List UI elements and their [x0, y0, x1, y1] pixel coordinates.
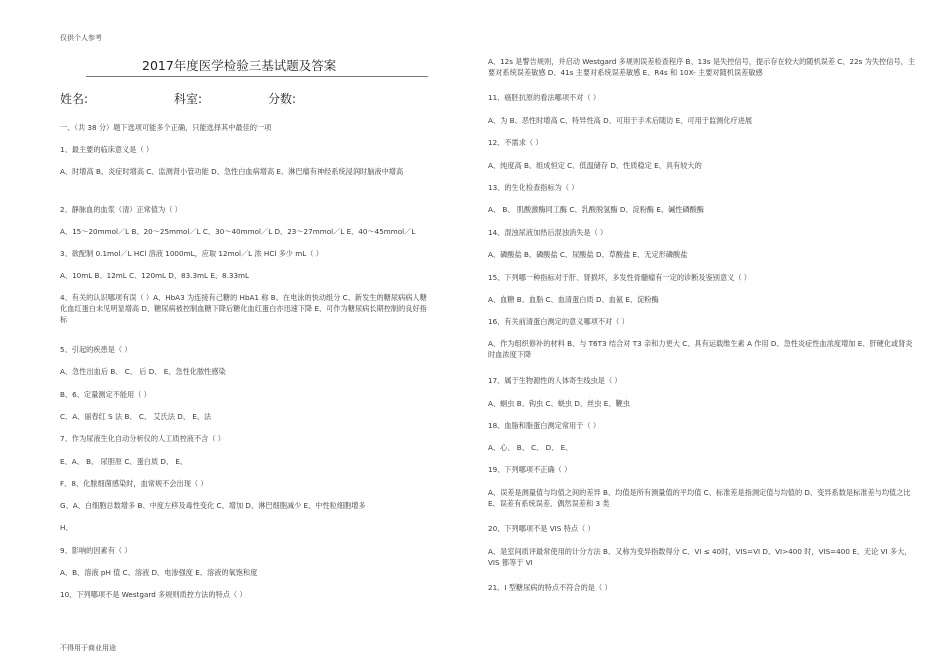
question-3: 3、欲配制 0.1mol／L HCl 溶液 1000mL，应取 12mol／L 浓 HCl 多少 mL（ ）	[60, 249, 323, 258]
options-3: A、10mL B、12mL C、120mL D、83.3mL E、8.33mL	[60, 271, 250, 280]
options-16: A、作为组织修补的材料 B、与 T6T3 结合对 T3 亲和力更大 C、具有运载维生素 A 作用 D、急性炎症性血浓度增加 E、肝硬化或肾炎时血浓度下降	[488, 339, 913, 359]
question-17: 17、属于生物源性的人体寄生线虫是（ ）	[488, 376, 622, 385]
options-11: A、为 B、恶性时增高 C、特异性高 D、可用于手术后随访 E、可用于监测化疗进展	[488, 116, 753, 125]
question-6: B、6、定量测定不能用（ ）	[60, 390, 151, 399]
options-20: A、是室间质评最常使用的计分方法 B、又称为变异指数得分 C、VI ≤ 40时，VIS=VI D、VI>400 时，VIS=400 E、无论 VI 多大，VIS 都等于 VI	[488, 547, 912, 567]
question-14: 14、混浊尿液加热后混浊消失是（ ）	[488, 228, 608, 237]
footer-note: 不得用于商业用途	[60, 644, 116, 652]
question-2: 2、静脉血的血浆（清）正常值为（ ）	[60, 205, 182, 214]
question-18: 18、血脂和脂蛋白测定常用于（ ）	[488, 421, 601, 430]
question-16: 16、有关前清蛋白测定的意义哪项不对（ ）	[488, 317, 629, 326]
question-12: 12、不需求（ ）	[488, 138, 543, 147]
question-20: 20、下列哪项不是 VIS 特点（ ）	[488, 524, 595, 533]
question-19: 19、下列哪项不正确（ ）	[488, 465, 572, 474]
options-12: A、纯度高 B、组成恒定 C、低温储存 D、性质稳定 E、具有较大的	[488, 161, 702, 170]
question-5: 5、引起的疾患是（ ）	[60, 345, 132, 354]
options-19: A、误差是测量值与均值之间的差异 B、均值是所有测量值的平均值 C、标准差是指测定值与均值的 D、变异系数是标准差与均值之比 E、误差有系统误差、偶然误差和 3 类	[488, 488, 911, 508]
dept-field-label: 科室:	[174, 92, 203, 106]
options-7: E、A、 B、 尿胆原 C、蛋白质 D、 E、	[60, 457, 188, 466]
page-title: 2017年度医学检验三基试题及答案	[142, 58, 337, 73]
question-1: 1、最主要的临床意义是（ ）	[60, 145, 154, 154]
title-divider	[86, 76, 428, 77]
options-6: C、A、丽春红 S 法 B、 C、 艾氏法 D、 E、法	[60, 412, 212, 421]
question-10: 10、下列哪项不是 Westgard 多规则质控方法的特点（ ）	[60, 590, 247, 599]
question-9: 9、影响的因素有（ ）	[60, 546, 132, 555]
options-2: A、15～20mmol／L B、20～25mmol／L C、30～40mmol／L D、23～27mmol／L E、40～45mmol／L	[60, 227, 416, 236]
options-17: A、蛔虫 B、钩虫 C、蛲虫 D、丝虫 E、鞭虫	[488, 399, 630, 408]
question-15: 15、下列哪一种指标对于肝、肾损坏，多发性骨髓瘤有一定的诊断及鉴别意义（ ）	[488, 273, 751, 282]
options-5: A、急性出血后 B、 C、 后 D、 E、急性化脓性感染	[60, 367, 226, 376]
options-10: A、12s 是警告规则，并启动 Westgard 多规则误差检查程序 B、13s 是失控信号，提示存在较大的随机误差 C、22s 为失控信号，主要对系统误差敏感 D、41s 主要对系统误差敏感 E、R4s 和 10X- 主要对随机误差敏感	[488, 57, 916, 77]
options-18: A、心、 B、 C、 D、 E、	[488, 443, 573, 452]
options-8-tail: H、	[60, 523, 73, 532]
question-21: 21、I 型糖尿病的特点不符合的是（ ）	[488, 583, 612, 592]
options-14: A、磷酸盐 B、磷酸盐 C、尿酸盐 D、草酸盐 E、无定形磷酸盐	[488, 250, 688, 259]
question-13: 13、的生化检查指标为（ ）	[488, 183, 579, 192]
options-13: A、 B、 肌酸激酶同工酶 C、乳酸脱氢酶 D、淀粉酶 E、碱性磷酸酶	[488, 205, 705, 214]
options-1: A、时增高 B、炎症时增高 C、监测肾小管功能 D、急性白血病增高 E、淋巴瘤有神经系统浸润时脑液中增高	[60, 167, 404, 176]
question-11: 11、癌胚抗原的看法哪项不对（ ）	[488, 93, 601, 102]
question-8: F、8、化脓细菌感染时，血常规不会出现（ ）	[60, 479, 208, 488]
question-4: 4、有关的认识哪项有误（ ）A、HbA3 为连接有己糖的 HbA1 称 B、在电泳的快动组分 C、新发生的糖尿病病人糖化血红蛋白未见明显增高 D、糖尿病被控制血糖下降后糖化血红蛋白亦迅速下降 E、可作为糖尿病长期控制的良好指标	[60, 293, 427, 324]
options-9: A、B、溶液 pH 值 C、溶液 D、电渗强度 E、溶液的氧饱和度	[60, 568, 258, 577]
section-heading: 一、（共 38 分）题下选项可能多个正确，只能选择其中最佳的一项	[60, 123, 272, 132]
name-field-label: 姓名:	[60, 92, 89, 106]
question-7: 7、作为尿液生化自动分析仪的人工质控液不含（ ）	[60, 434, 225, 443]
options-15: A、血糖 B、血脂 C、血清蛋白质 D、血氨 E、淀粉酶	[488, 295, 659, 304]
header-note: 仅供个人参考	[60, 34, 102, 42]
score-field-label: 分数:	[268, 92, 297, 106]
options-8: G、A、白细胞总数增多 B、中度左移及毒性变化 C、增加 D、淋巴细胞减少 E、中性粒细胞增多	[60, 501, 366, 510]
